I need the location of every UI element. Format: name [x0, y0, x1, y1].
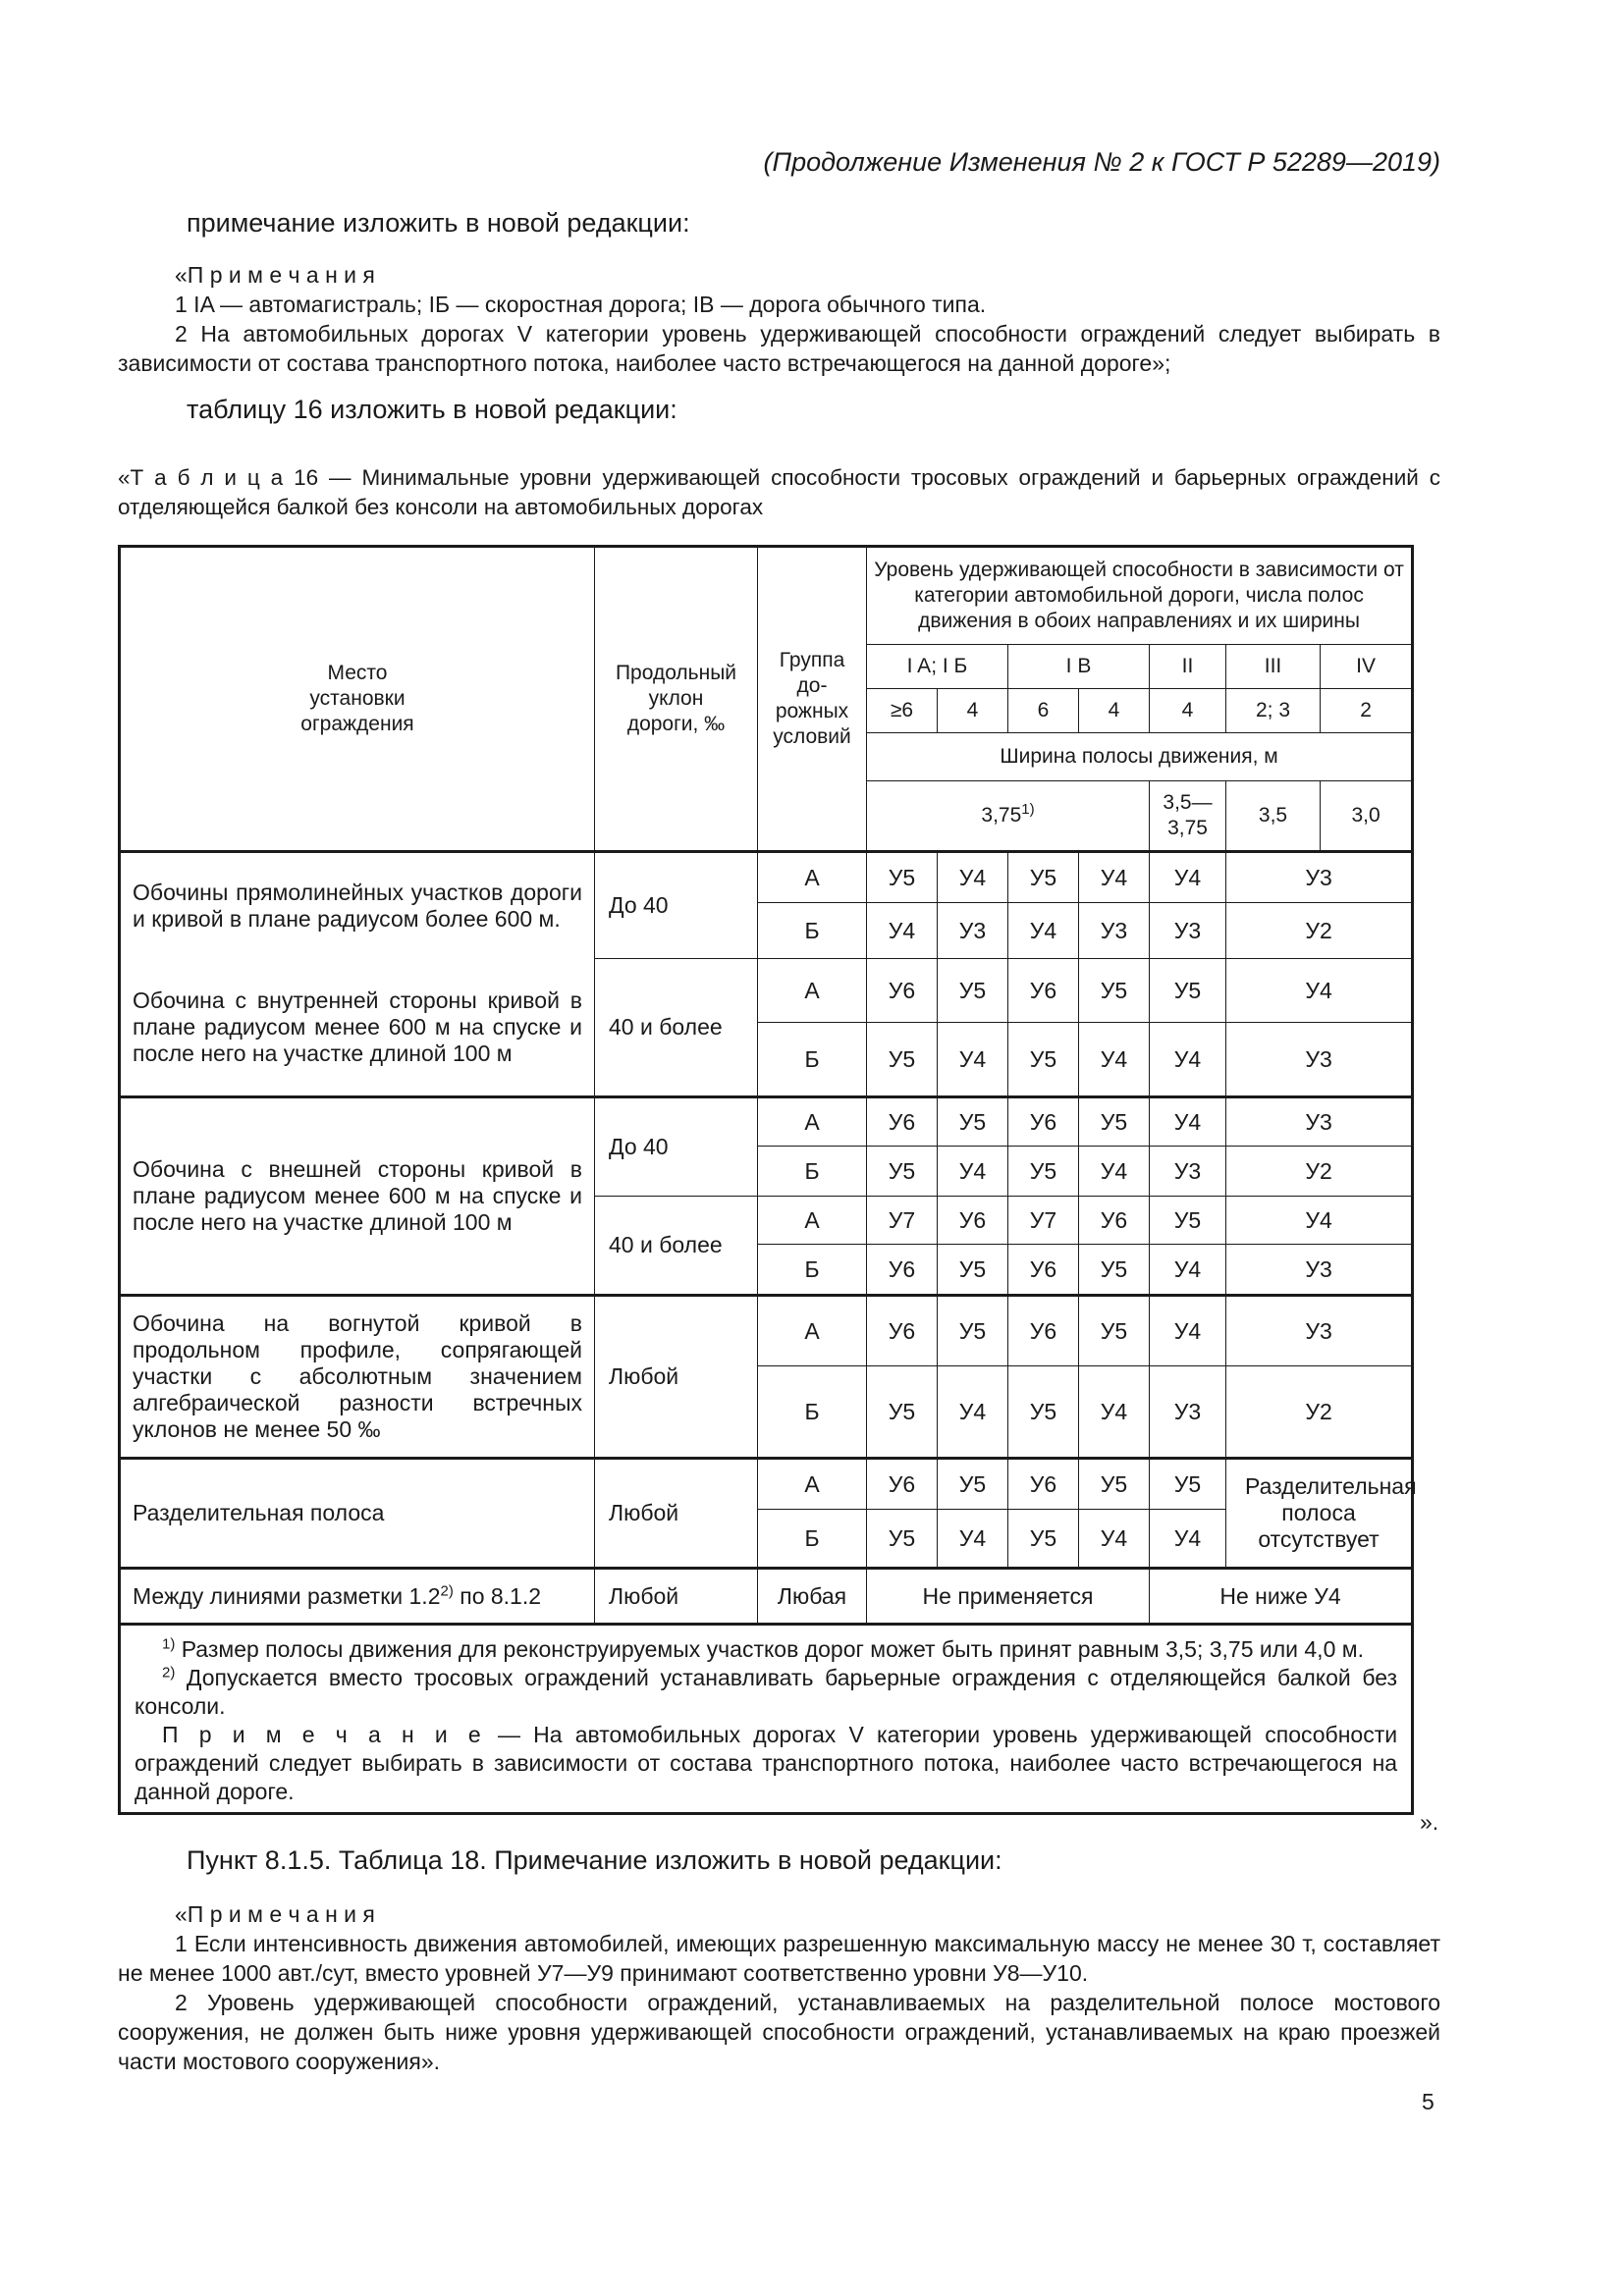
level-cell: У5 [1150, 1197, 1226, 1245]
place-row-5: Разделительная полоса [120, 1459, 595, 1569]
place-row-2: Обочина с внутренней стороны кривой в плане радиусом менее 600 м на спуске и после него на участке длиной 100 м [120, 959, 595, 1097]
slope-row-3a: До 40 [595, 1097, 758, 1197]
head-width-3: 3,5 [1226, 781, 1321, 852]
level-cell: У3 [1150, 1366, 1226, 1459]
head-slope: Продольный уклон дороги, ‰ [595, 547, 758, 852]
level-cell: У4 [1150, 1097, 1226, 1147]
slope-row-2: 40 и более [595, 959, 758, 1097]
footnote-1: $^{1)}$ Размер полосы движения для реконструируемых участков дорог может быть принят равным 3,5; 3,75 или 4,0 м. [162, 1635, 1364, 1662]
level-cell: У5 [1150, 959, 1226, 1023]
level-cell: У4 [1079, 1510, 1150, 1569]
level-cell: У5 [867, 1510, 938, 1569]
place-row-3: Обочина с внешней стороны кривой в плане радиусом менее 600 м на спуске и после него на участке длиной 100 м [120, 1097, 595, 1296]
level-cell: У5 [1008, 1366, 1079, 1459]
level-cell: У6 [867, 1296, 938, 1366]
head-width-label: Ширина полосы движения, м [867, 733, 1413, 781]
level-cell: У6 [1008, 959, 1079, 1023]
level-cell: У3 [938, 903, 1008, 959]
head-cat-ib: I B [1008, 645, 1150, 689]
group-cell: Б [758, 903, 867, 959]
level-cell: У4 [938, 1366, 1008, 1459]
level-cell: У4 [1150, 1023, 1226, 1097]
level-cell: У4 [1150, 852, 1226, 903]
level-cell: У6 [1008, 1296, 1079, 1366]
group-cell: Б [758, 1366, 867, 1459]
no-median-cell: Разделительная полоса отсутствует [1226, 1459, 1413, 1569]
level-cell: У5 [1150, 1459, 1226, 1510]
intro-notes-title: «П р и м е ч а н и я [175, 262, 375, 288]
level-cell: У4 [1079, 1366, 1150, 1459]
point-notes [118, 1899, 1440, 2076]
point-lead: Пункт 8.1.5. Таблица 18. Примечание изложить в новой редакции: [187, 1845, 1002, 1875]
head-level: Уровень удерживающей способности в зависимости от категории автомобильной дороги, числа полос движения в обоих направлениях и их ширины [867, 547, 1413, 645]
level-cell: У5 [938, 1097, 1008, 1147]
table-note: П р и м е ч а н и е — На автомобильных дорогах V категории уровень удерживающей способности ограждений следует выбирать в зависимости от состава транспортного потока, наиболее часто встречающегося на данной дороге. [135, 1722, 1398, 1804]
level-cell: У5 [938, 1245, 1008, 1296]
point-notes-title: «П р и м е ч а н и я [175, 1901, 375, 1927]
page-header: (Продолжение Изменения № 2 к ГОСТ Р 52289—2019) [763, 147, 1440, 177]
head-cat-ia: I A; I Б [867, 645, 1008, 689]
group-cell: Б [758, 1245, 867, 1296]
level-cell: У5 [1079, 1296, 1150, 1366]
head-cat-iii: III [1226, 645, 1321, 689]
page-number: 5 [1422, 2089, 1435, 2114]
level-cell: У2 [1226, 1366, 1413, 1459]
level-cell: У3 [1226, 1097, 1413, 1147]
group-cell: А [758, 852, 867, 903]
group-cell: Б [758, 1147, 867, 1197]
level-cell: У3 [1150, 1147, 1226, 1197]
level-cell: У3 [1226, 1245, 1413, 1296]
head-width-1: 3,75$^{1)}$ [867, 781, 1150, 852]
slope-row-5: Любой [595, 1459, 758, 1569]
level-cell: У6 [1008, 1459, 1079, 1510]
group-cell: Б [758, 1510, 867, 1569]
head-place: Место установки ограждения [120, 547, 595, 852]
level-cell: У6 [1008, 1245, 1079, 1296]
level-cell: У3 [1150, 903, 1226, 959]
level-cell: У2 [1226, 903, 1413, 959]
head-width-4: 3,0 [1321, 781, 1413, 852]
level-cell: У4 [1079, 1023, 1150, 1097]
table-lead: таблицу 16 изложить в новой редакции: [187, 395, 677, 424]
slope-row-6: Любой [595, 1569, 758, 1625]
level-cell: У6 [867, 959, 938, 1023]
head-width-2: 3,5—3,75 [1150, 781, 1226, 852]
slope-row-1: До 40 [595, 852, 758, 959]
level-cell: У4 [1226, 959, 1413, 1023]
level-cell: У4 [1226, 1197, 1413, 1245]
intro-note-1: 1 IA — автомагистраль; IБ — скоростная дорога; IB — дорога обычного типа. [175, 292, 987, 317]
group-cell: А [758, 959, 867, 1023]
group-row-6: Любая [758, 1569, 867, 1625]
level-cell: У5 [1008, 1023, 1079, 1097]
table-16 [118, 545, 1417, 1815]
level-cell: У7 [1008, 1197, 1079, 1245]
head-lanes: 2 [1321, 689, 1413, 733]
level-cell: У5 [938, 959, 1008, 1023]
group-cell: А [758, 1459, 867, 1510]
level-cell: У4 [867, 903, 938, 959]
level-cell: У6 [867, 1097, 938, 1147]
slope-row-3b: 40 и более [595, 1197, 758, 1296]
place-row-4: Обочина на вогнутой кривой в продольном профиле, сопрягающей участки с абсолютным значением алгебраической разности встречных уклонов не менее 50 ‰ [120, 1296, 595, 1459]
level-cell: У5 [938, 1459, 1008, 1510]
level-cell: У3 [1226, 1296, 1413, 1366]
group-cell: Б [758, 1023, 867, 1097]
level-cell: У5 [1008, 852, 1079, 903]
level-cell: У4 [938, 1147, 1008, 1197]
quote-end: ». [1420, 1809, 1439, 1835]
head-lanes: 4 [1150, 689, 1226, 733]
level-cell: У4 [938, 852, 1008, 903]
level-cell: У3 [1226, 852, 1413, 903]
table-footnotes [120, 1625, 1413, 1814]
group-cell: А [758, 1296, 867, 1366]
head-lanes: 4 [1079, 689, 1150, 733]
intro-notes [118, 260, 1440, 378]
level-cell: У6 [867, 1245, 938, 1296]
head-lanes: 6 [1008, 689, 1079, 733]
head-lanes: ≥6 [867, 689, 938, 733]
level-cell: У5 [867, 1023, 938, 1097]
not-applicable-cell: Не применяется [867, 1569, 1150, 1625]
level-cell: У4 [938, 1023, 1008, 1097]
head-lanes: 4 [938, 689, 1008, 733]
level-cell: У6 [938, 1197, 1008, 1245]
intro-note-2: 2 На автомобильных дорогах V категории уровень удерживающей способности ограждений следует выбирать в зависимости от состава транспортного потока, наиболее часто встречающегося на данной дороге»; [118, 321, 1440, 376]
not-below-u4-cell: Не ниже У4 [1150, 1569, 1413, 1625]
level-cell: У4 [1150, 1296, 1226, 1366]
level-cell: У7 [867, 1197, 938, 1245]
level-cell: У4 [1150, 1510, 1226, 1569]
level-cell: У5 [867, 852, 938, 903]
level-cell: У6 [867, 1459, 938, 1510]
place-row-6: Между линиями разметки 1.2$^{2)}$ по 8.1.2 [120, 1569, 595, 1625]
group-cell: А [758, 1197, 867, 1245]
head-cat-iv: IV [1321, 645, 1413, 689]
intro-lead: примечание изложить в новой редакции: [187, 208, 690, 238]
group-cell: А [758, 1097, 867, 1147]
level-cell: У4 [938, 1510, 1008, 1569]
level-cell: У5 [867, 1366, 938, 1459]
level-cell: У4 [1079, 852, 1150, 903]
level-cell: У6 [1079, 1197, 1150, 1245]
level-cell: У5 [1008, 1510, 1079, 1569]
level-cell: У5 [1079, 1459, 1150, 1510]
level-cell: У4 [1008, 903, 1079, 959]
level-cell: У5 [1079, 1245, 1150, 1296]
level-cell: У5 [938, 1296, 1008, 1366]
level-cell: У5 [1079, 1097, 1150, 1147]
level-cell: У2 [1226, 1147, 1413, 1197]
level-cell: У3 [1079, 903, 1150, 959]
place-row-1: Обочины прямолинейных участков дороги и кривой в плане радиусом более 600 м. [120, 852, 595, 959]
level-cell: У6 [1008, 1097, 1079, 1147]
level-cell: У4 [1150, 1245, 1226, 1296]
point-note-1: 1 Если интенсивность движения автомобилей, имеющих разрешенную максимальную массу не менее 30 т, составляет не менее 1000 авт./сут, вместо уровней У7—У9 принимают соответственно уровни У8—У10. [118, 1931, 1440, 1986]
level-cell: У5 [867, 1147, 938, 1197]
head-cat-ii: II [1150, 645, 1226, 689]
level-cell: У5 [1079, 959, 1150, 1023]
slope-row-4: Любой [595, 1296, 758, 1459]
level-cell: У4 [1079, 1147, 1150, 1197]
footnote-2: $^{2)}$ Допускается вместо тросовых ограждений устанавливать барьерные ограждения с отделяющейся балкой без консоли. [135, 1664, 1398, 1719]
head-group: Группа до-рожных условий [758, 547, 867, 852]
level-cell: У3 [1226, 1023, 1413, 1097]
head-lanes: 2; 3 [1226, 689, 1321, 733]
point-note-2: 2 Уровень удерживающей способности ограждений, устанавливаемых на разделительной полосе мостового сооружения, не должен быть ниже уровня удерживающей способности ограждений, устанавливаемых на краю проезжей части мостового сооружения». [118, 1990, 1440, 2074]
table-caption: «Т а б л и ц а 16 — Минимальные уровни удерживающей способности тросовых ограждений и барьерных ограждений с отделяющейся балкой без консоли на автомобильных дорогах [118, 465, 1440, 519]
level-cell: У5 [1008, 1147, 1079, 1197]
